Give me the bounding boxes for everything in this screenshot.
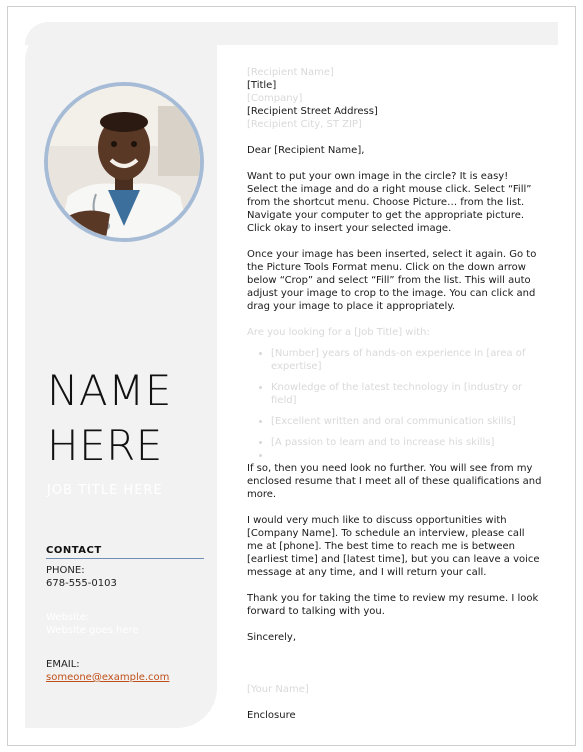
paragraph-crop-instructions[interactable]: Once your image has been inserted, select it again. Go to the Picture Tools Format menu. Click on the down arrow below “Crop” and select “Fill” from the list. This will auto adjust your image to crop to the image. You can click and drag your image to place it appropriately. (247, 249, 537, 312)
profile-photo (48, 86, 200, 238)
list-item[interactable]: • [A passion to learn and to increase his skills] (271, 436, 542, 449)
bullet-lead[interactable]: Are you looking for a [Job Title] with: (247, 327, 430, 338)
recipient-title[interactable]: [Title] (247, 80, 277, 91)
paragraph-qualifications[interactable]: If so, then you need look no further. You will see from my enclosed resume that I meet all of these qualifications and more. (247, 463, 542, 500)
recipient-name[interactable]: [Recipient Name] (247, 67, 334, 78)
contact-divider (46, 558, 204, 559)
phone-value: 678-555-0103 (46, 578, 117, 589)
email-label: EMAIL: (46, 659, 80, 670)
enclosure[interactable]: Enclosure (247, 710, 296, 721)
recipient-street[interactable]: [Recipient Street Address] (247, 106, 378, 117)
closing[interactable]: Sincerely, (247, 632, 297, 643)
name-first-line: NAME (47, 366, 172, 415)
list-item[interactable]: • [Number] years of hands-on experience in [area of expertise] (271, 347, 542, 373)
list-item[interactable]: • [Excellent written and oral communication skills] (271, 415, 542, 428)
recipient-company[interactable]: [Company] (247, 93, 303, 104)
paragraph-thanks[interactable]: Thank you for taking the time to review my resume. I look forward to talking with you. (247, 593, 539, 617)
qualification-list (247, 347, 542, 462)
website-value: Website goes here (46, 625, 139, 636)
name-second-line: HERE (47, 421, 163, 470)
list-item[interactable]: • Knowledge of the latest technology in [industry or field] (271, 381, 542, 407)
salutation[interactable]: Dear [Recipient Name], (247, 145, 365, 156)
website-label: Website: (46, 612, 90, 623)
signature-name[interactable]: [Your Name] (247, 684, 309, 695)
paragraph-interview-request[interactable]: I would very much like to discuss opportunities with [Company Name]. To schedule an interview, please call me at [phone]. The best time to reach me is between [earliest time] and [latest time], but you can leave a voice message at any time, and I will return your call. (247, 515, 540, 578)
contact-heading: CONTACT (46, 545, 102, 556)
paragraph-image-instructions[interactable]: Want to put your own image in the circle? It is easy! Select the image and do a right mouse click. Select “Fill” from the shortcut menu. Choose Picture… from the list. Navigate your computer to get the appropriate picture. Click okay to insert your selected image. (247, 171, 532, 234)
profile-photo-frame[interactable] (44, 82, 204, 242)
job-title: JOB TITLE HERE (47, 483, 163, 498)
doctor-portrait-image (48, 86, 200, 238)
cover-letter-body (247, 66, 542, 722)
recipient-city[interactable]: [Recipient City, ST ZIP] (247, 119, 362, 130)
email-link[interactable]: someone@example.com (46, 672, 170, 683)
empty-list-item[interactable] (271, 449, 542, 462)
phone-label: PHONE: (46, 565, 85, 576)
